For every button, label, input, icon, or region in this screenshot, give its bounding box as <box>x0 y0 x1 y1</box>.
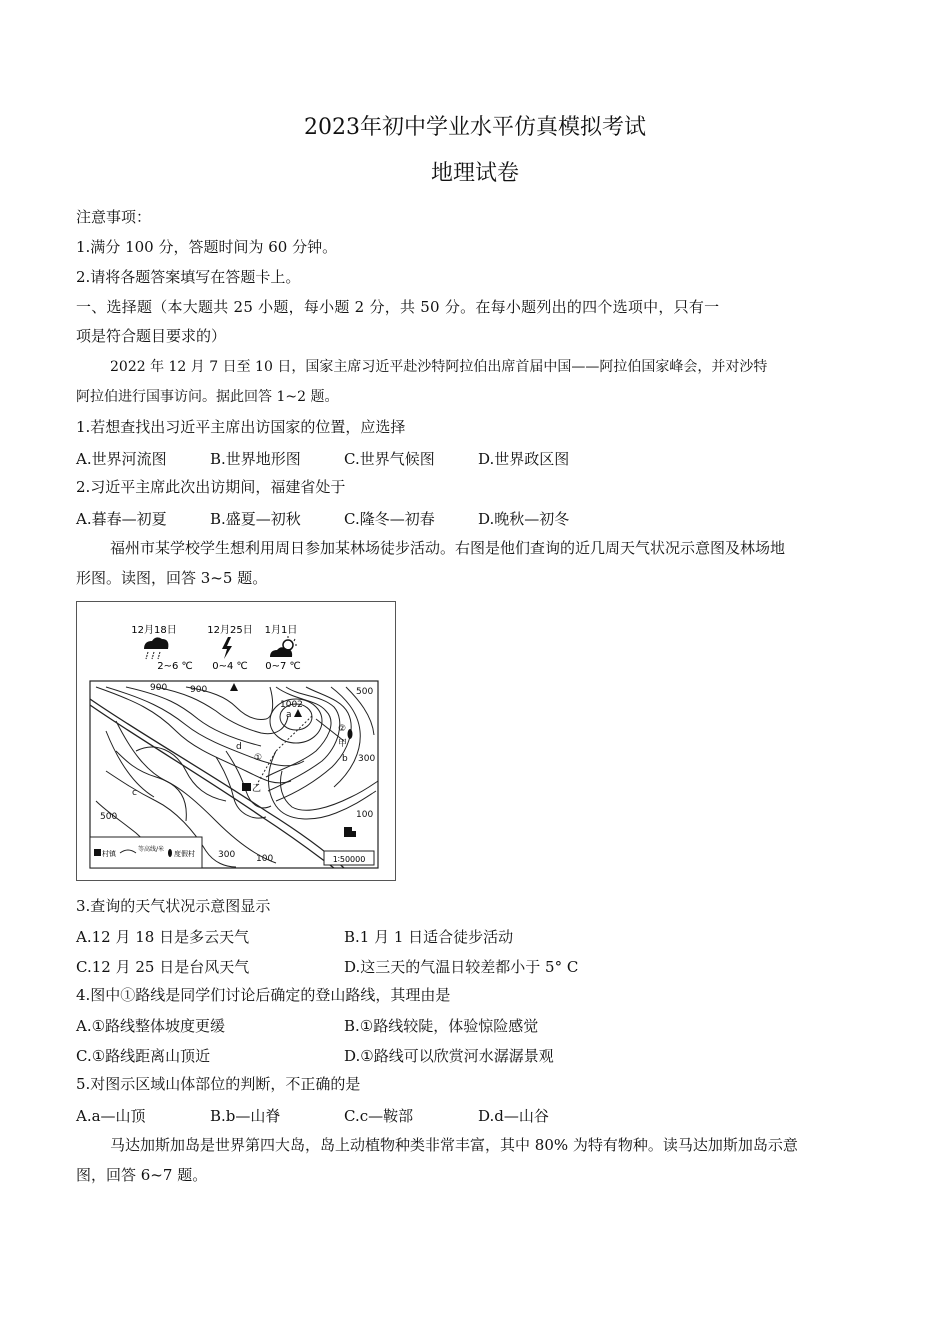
scale-text: 1∶50000 <box>332 855 366 864</box>
q5-stem: 5.对图示区域山体部位的判断，不正确的是 <box>76 1075 361 1093</box>
contour-label: 乙 <box>252 784 262 794</box>
q1-option-a: A.世界河流图 <box>76 450 167 468</box>
map-legend <box>90 837 202 868</box>
contour-label: 甲 <box>338 739 348 749</box>
resort-jia-icon <box>348 729 353 739</box>
passage-1-line-2: 阿拉伯进行国事访问。据此回答 1~2 题。 <box>76 389 339 405</box>
q5-option-b: B.b—山脊 <box>210 1107 281 1125</box>
q2-option-b: B.盛夏—初秋 <box>210 510 301 528</box>
passage-2-line-1: 福州市某学校学生想利用周日参加某林场徒步活动。右图是他们查询的近几周天气状况示意图及林场地 <box>110 539 786 557</box>
contour-label: 100 <box>356 810 374 820</box>
notice-heading: 注意事项： <box>76 208 152 226</box>
q3-option-d: D.这三天的气温日较差都小于 5° C <box>344 958 579 976</box>
contour-label: d <box>236 742 242 752</box>
q2-stem: 2.习近平主席此次出访期间，福建省处于 <box>76 478 346 496</box>
q1-option-d: D.世界政区图 <box>478 450 570 468</box>
passage-3-line-2: 图，回答 6~7 题。 <box>76 1166 208 1184</box>
section-heading: 一、选择题（本大题共 25 小题，每小题 2 分，共 50 分。在每小题列出的四个选项中，只有一 <box>76 298 720 316</box>
contour-label: a <box>286 710 292 720</box>
legend-resort: 度假村 <box>174 850 195 858</box>
exam-title: 2023年初中学业水平仿真模拟考试 <box>304 115 646 140</box>
q2-option-d: D.晚秋—初冬 <box>478 510 570 528</box>
q5-option-d: D.d—山谷 <box>478 1107 549 1125</box>
passage-2-line-2: 形图。读图，回答 3~5 题。 <box>76 569 268 587</box>
passage-1-line-1: 2022 年 12 月 7 日至 10 日，国家主席习近平赴沙特阿拉伯出席首届中国——阿拉伯国家峰会，并对沙特 <box>110 359 768 375</box>
contour-label: 300 <box>218 850 236 860</box>
contour-label: ① <box>254 753 263 763</box>
contour-label: 1002 <box>280 700 303 710</box>
q2-option-a: A.暮春—初夏 <box>76 510 167 528</box>
q1-option-c: C.世界气候图 <box>344 450 435 468</box>
section-heading-cont: 项是符合题目要求的） <box>76 327 227 345</box>
legend-village: 村镇 <box>102 850 116 858</box>
contour-label: 500 <box>100 812 118 822</box>
contour-label: c <box>132 788 137 798</box>
weather-and-contour-figure <box>76 601 396 881</box>
weather-temp: 0~4 ℃ <box>212 661 248 672</box>
passage-3-line-1: 马达加斯加岛是世界第四大岛，岛上动植物种类非常丰富，其中 80% 为特有物种。读马达加斯加岛示意 <box>110 1136 798 1154</box>
q3-option-b: B.1 月 1 日适合徒步活动 <box>344 928 514 946</box>
contour-label: 900 <box>150 683 168 693</box>
weather-date: 12月18日 <box>131 625 177 636</box>
q4-option-b: B.①路线较陡，体验惊险感觉 <box>344 1017 539 1035</box>
q1-stem: 1.若想查找出习近平主席出访国家的位置，应选择 <box>76 418 406 436</box>
weather-date: 1月1日 <box>264 625 298 636</box>
weather-temp: 0~7 ℃ <box>265 661 301 672</box>
contour-label: 100 <box>256 854 274 864</box>
notice-item-2: 2.请将各题答案填写在答题卡上。 <box>76 268 301 286</box>
map-scale <box>324 851 374 865</box>
contour-label: 500 <box>356 687 374 697</box>
legend-contour: 等高线/米 <box>138 846 165 853</box>
q5-option-c: C.c—鞍部 <box>344 1107 414 1125</box>
contour-label: ② <box>338 724 347 734</box>
exam-subtitle: 地理试卷 <box>430 161 519 186</box>
village-yi-icon <box>242 783 251 791</box>
q5-option-a: A.a—山顶 <box>76 1107 146 1125</box>
q4-option-d: D.①路线可以欣赏河水潺潺景观 <box>344 1047 554 1065</box>
q4-stem: 4.图中①路线是同学们讨论后确定的登山路线，其理由是 <box>76 986 451 1004</box>
q3-stem: 3.查询的天气状况示意图显示 <box>76 897 271 915</box>
notice-item-1: 1.满分 100 分，答题时间为 60 分钟。 <box>76 238 338 256</box>
q4-option-a: A.①路线整体坡度更缓 <box>76 1017 226 1035</box>
q1-option-b: B.世界地形图 <box>210 450 301 468</box>
contour-label: 900 <box>190 685 208 695</box>
q4-option-c: C.①路线距离山顶近 <box>76 1047 211 1065</box>
contour-label: b <box>342 754 348 764</box>
contour-label: 300 <box>358 754 376 764</box>
q3-option-a: A.12 月 18 日是多云天气 <box>76 928 250 946</box>
q2-option-c: C.隆冬—初春 <box>344 510 435 528</box>
weather-temp: 2~6 ℃ <box>157 661 193 672</box>
q3-option-c: C.12 月 25 日是台风天气 <box>76 958 250 976</box>
weather-date: 12月25日 <box>207 625 253 636</box>
